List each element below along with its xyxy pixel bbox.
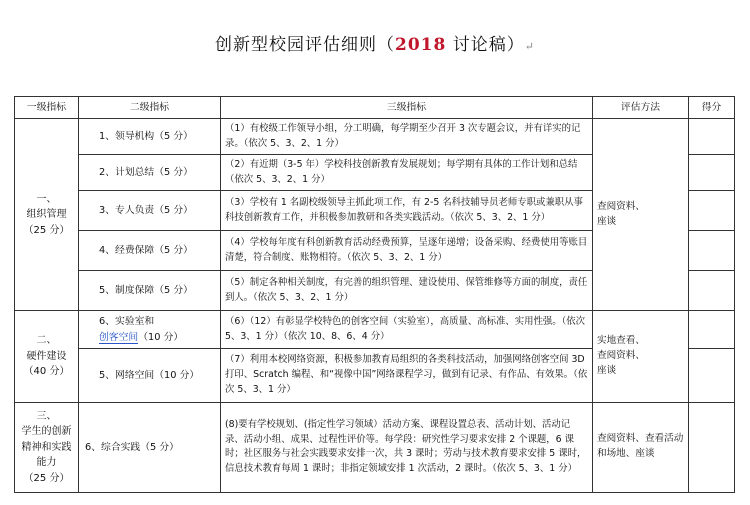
method-cell: 实地查看、 查阅资料、 座谈 [593, 311, 689, 402]
level2-cell: 6、综合实践（5 分） [79, 402, 221, 492]
title-year: 2018 [395, 35, 447, 55]
level2-cell: 2、计划总结（5 分） [79, 155, 221, 191]
level3-cell: (8)要有学校规划、(指定性学习领域）活动方案、课程设置总表、活动计划、活动记录、活动小组、成果、过程性评价等。每学段：研究性学习要求安排 2 个课题，6 课时；社区服务与社会实践要求安排一次，共 3 课时；劳动与技术教育要求安排 5 课时，信息技术教育每周 1 课时；非指定领域安排 1 次活动，2 课时。（依次 5、3、1 分） [221, 402, 593, 492]
level3-cell: （3）学校有 1 名副校级领导主抓此项工作，有 2-5 名科技辅导员老师专职或兼职从事科技创新教育工作，并积极参加教研和各类实践活动。（依次 5、3、2、1 分） [221, 191, 593, 231]
level1-hardware: 二、 硬件建设 （40 分） [15, 311, 79, 402]
level2-cell: 5、网络空间（10 分） [79, 348, 221, 402]
level1-student-ability: 三、 学生的创新 精神和实践 能力 （25 分） [15, 402, 79, 492]
level2-cell [79, 311, 221, 348]
table-row [15, 402, 735, 492]
level2-cell: 5、制度保障（5 分） [79, 271, 221, 311]
method-cell: 查阅资料、 座谈 [593, 119, 689, 311]
table-row [15, 311, 735, 348]
level2-cell: 3、专人负责（5 分） [79, 191, 221, 231]
level3-cell: （4）学校每年度有科创新教育活动经费预算，呈逐年递增；设备采购、经费使用等账目清楚，符合制度、账物相符。（依次 5、3、2、1 分） [221, 231, 593, 271]
header-method: 评估方法 [593, 97, 689, 119]
score-cell[interactable] [689, 231, 735, 271]
header-level1: 一级指标 [15, 97, 79, 119]
title-suffix: 讨论稿） [446, 35, 525, 55]
header-score: 得分 [689, 97, 735, 119]
table-header-row [15, 97, 735, 119]
score-cell[interactable] [689, 348, 735, 402]
method-cell: 查阅资料、查看活动和场地、座谈 [593, 402, 689, 492]
level2-cell: 1、领导机构（5 分） [79, 119, 221, 155]
level3-cell: （2）有近期（3-5 年）学校科技创新教育发展规划；每学期有具体的工作计划和总结（依次 5、3、2、1 分） [221, 155, 593, 191]
evaluation-table [14, 96, 735, 493]
return-mark: ↵ [524, 40, 535, 53]
level3-cell: （7）利用本校网络资源，积极参加教育局组织的各类科技活动，加强网络创客空间 3D 打印、Scratch 编程、和“视像中国”网络课程学习，做到有记录、有作品、有效果。（依次 5、3、1 分） [221, 348, 593, 402]
level3-cell: （1）有校级工作领导小组，分工明确，每学期至少召开 3 次专题会议，并有详实的记录。（依次 5、3、2、1 分） [221, 119, 593, 155]
header-level2: 二级指标 [79, 97, 221, 119]
score-cell[interactable] [689, 191, 735, 231]
table-row [15, 119, 735, 155]
score-cell[interactable] [689, 271, 735, 311]
level2-lab-b: 创客空间 [99, 331, 139, 343]
level1-organization: 一、 组织管理 （25 分） [15, 119, 79, 311]
level2-lab-c: （10 分） [138, 331, 184, 343]
document-title [0, 30, 750, 55]
score-cell[interactable] [689, 402, 735, 492]
score-cell[interactable] [689, 311, 735, 348]
level3-cell: （6）（12）有彰显学校特色的创客空间（实验室），高质量、高标准、实用性强。（依次 5、3、1 分）（依次 10、8、6、4 分） [221, 311, 593, 348]
score-cell[interactable] [689, 119, 735, 155]
header-level3: 三级指标 [221, 97, 593, 119]
title-prefix: 创新型校园评估细则（ [215, 35, 396, 55]
level3-cell: （5）制定各种相关制度，有完善的组织管理、建设使用、保管维修等方面的制度，责任到人。（依次 5、3、2、1 分） [221, 271, 593, 311]
score-cell[interactable] [689, 155, 735, 191]
level2-lab-a: 6、实验室和 [99, 316, 155, 328]
level2-cell: 4、经费保障（5 分） [79, 231, 221, 271]
